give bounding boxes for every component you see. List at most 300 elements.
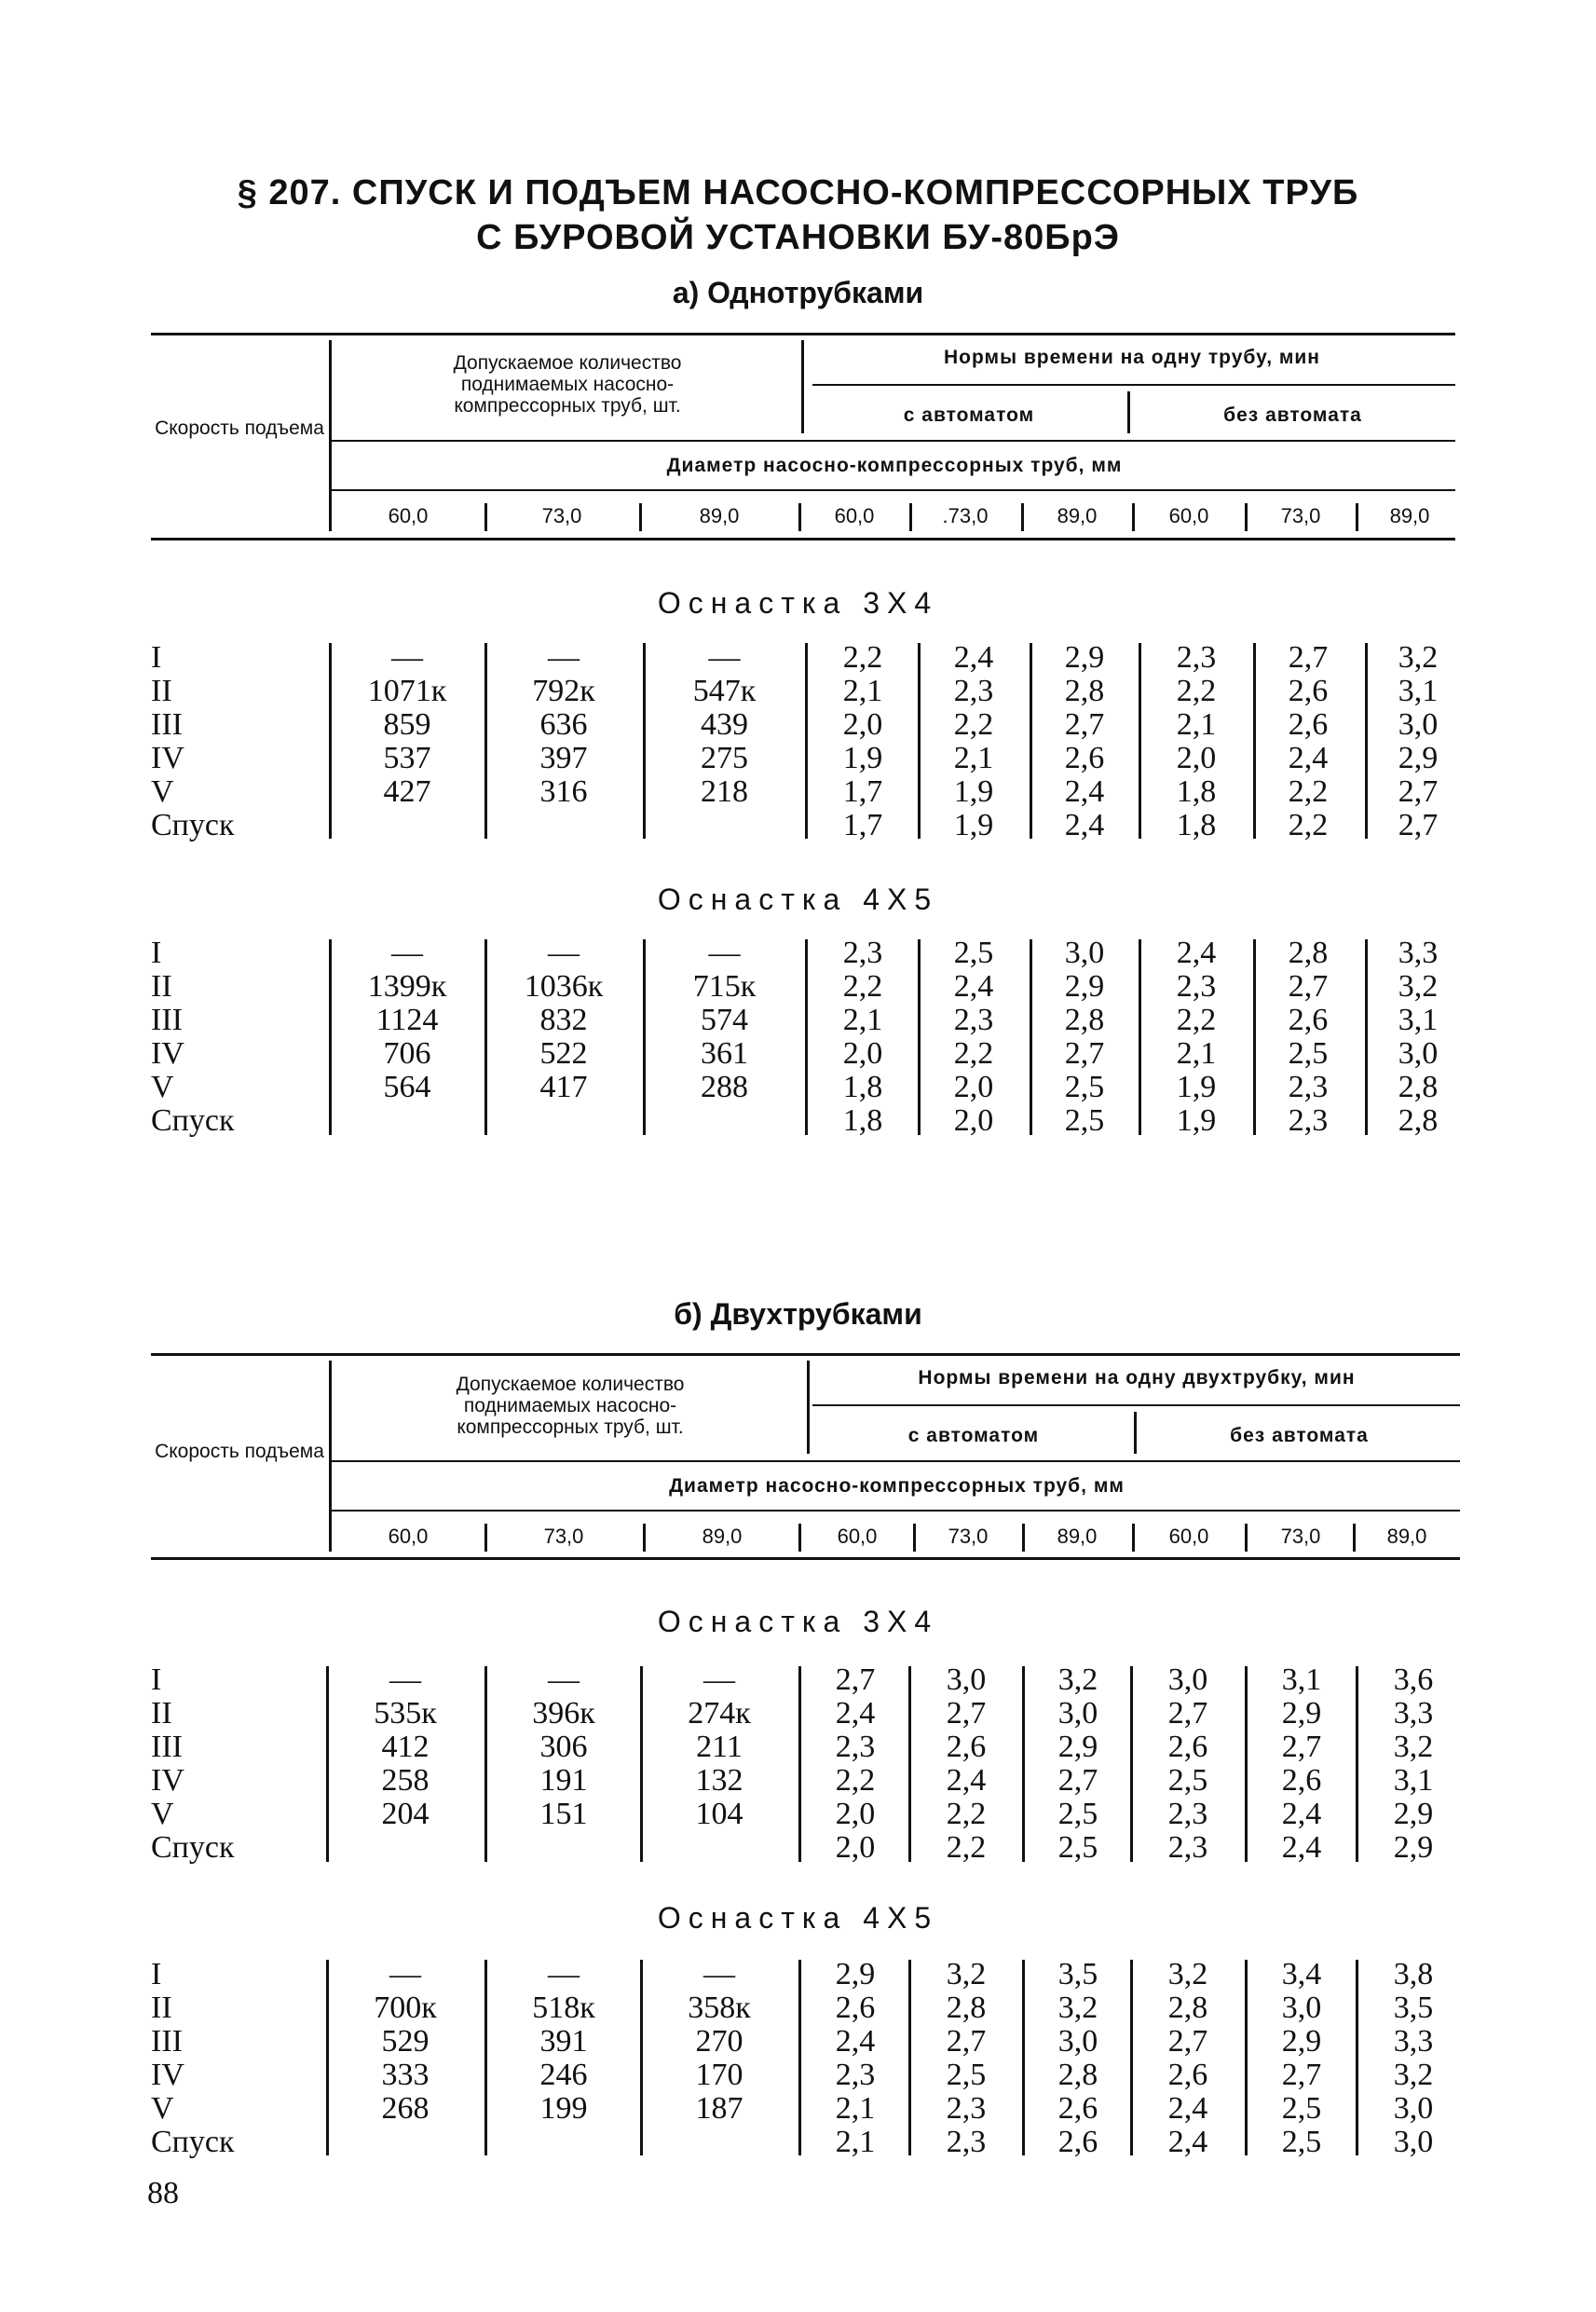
norm-cell: 2,6 (1281, 1763, 1322, 1798)
diameter-cell: 60,0 (837, 1525, 878, 1548)
page-number: 88 (147, 2176, 179, 2210)
count-cell: 306 (539, 1730, 588, 1764)
diameter-cell: 89,0 (699, 504, 740, 527)
norm-cell: 1,9 (953, 774, 994, 809)
section-title-line2: С БУРОВОЙ УСТАНОВКИ БУ-80БрЭ (476, 218, 1120, 257)
count-cell: 547к (692, 674, 757, 708)
row-label: Спуск (151, 1830, 235, 1865)
count-column (494, 937, 634, 1138)
norm-cell: 2,7 (946, 1696, 987, 1731)
norm-column (1139, 1663, 1236, 1865)
count-cell: 204 (381, 1797, 430, 1831)
count-cell (652, 809, 797, 842)
norm-cell: 3,0 (1167, 1662, 1208, 1697)
norm-cell: 2,3 (1176, 640, 1217, 675)
norm-cell: 2,8 (1064, 1003, 1105, 1037)
norm-cell: 2,9 (1398, 741, 1439, 775)
count-cell: 1071к (367, 674, 447, 708)
speed-column (151, 1663, 319, 1865)
norm-cell: 2,8 (1398, 1070, 1439, 1104)
norm-cell: 2,5 (1167, 1763, 1208, 1798)
norm-column (1030, 1958, 1126, 2159)
count-cell: 859 (383, 707, 431, 742)
norm-cell: 3,4 (1281, 1957, 1322, 1991)
norm-cell: 3,2 (1393, 1730, 1434, 1764)
norm-cell: 2,8 (1167, 1991, 1208, 2025)
count-cell (649, 1831, 789, 1865)
count-cell: 211 (696, 1730, 743, 1764)
norm-cell: 2,1 (835, 2125, 876, 2159)
norm-cell: 2,6 (1057, 2091, 1098, 2126)
diameter-cell: 89,0 (1389, 504, 1430, 527)
diameter-cell: 73,0 (543, 1525, 584, 1548)
with-auto-header: с автоматом (903, 404, 1035, 426)
norm-cell: 2,2 (842, 640, 883, 675)
allowed-header-l3: компрессорных труб, шт. (454, 395, 681, 417)
norm-column (807, 1958, 904, 2159)
allowed-header-l1: Допускаемое количество (453, 352, 682, 374)
count-cell: — (391, 640, 423, 675)
norm-cell: 2,7 (1398, 808, 1439, 842)
norm-cell: 3,5 (1393, 1991, 1434, 2025)
count-cell: 218 (701, 774, 748, 809)
diameter-cell: 60,0 (388, 1525, 429, 1548)
speed-column (151, 937, 319, 1138)
norm-cell: 3,2 (1057, 1662, 1098, 1697)
count-cell: 518к (532, 1991, 595, 2025)
count-column (649, 1663, 789, 1865)
norm-cell: 1,7 (842, 808, 883, 842)
norm-cell: 1,9 (953, 808, 994, 842)
diameter-cell: 73,0 (948, 1525, 989, 1548)
norm-cell: 2,1 (1176, 707, 1217, 742)
norm-cell: 2,4 (1281, 1830, 1322, 1865)
count-column (494, 641, 634, 842)
count-cell: 187 (695, 2091, 743, 2126)
count-cell: — (548, 1662, 580, 1697)
row-label: II (151, 1696, 172, 1731)
norm-cell: 3,0 (1281, 1991, 1322, 2025)
norm-column (1036, 937, 1133, 1138)
count-cell: 636 (539, 707, 588, 742)
norm-cell: 3,2 (1057, 1991, 1098, 2025)
norm-cell: 2,0 (1176, 741, 1217, 775)
norm-cell: 2,8 (1064, 674, 1105, 708)
norm-cell: 2,0 (835, 1830, 876, 1865)
count-cell: 537 (383, 741, 431, 775)
norm-cell: 3,2 (1398, 969, 1439, 1004)
norm-cell: 2,2 (953, 707, 994, 742)
norm-cell: 2,0 (953, 1103, 994, 1138)
rig-label: Оснастка 4Х5 (657, 882, 939, 916)
count-cell: 151 (539, 1797, 588, 1831)
count-cell: 439 (701, 707, 748, 742)
count-cell (337, 1104, 477, 1138)
norm-cell: 2,6 (946, 1730, 987, 1764)
norm-cell: 2,9 (835, 1957, 876, 1991)
norm-cell: 2,1 (1176, 1036, 1217, 1071)
row-label: V (151, 1797, 174, 1831)
diameter-cell: 73,0 (1280, 504, 1321, 527)
norm-cell: 3,1 (1398, 1003, 1439, 1037)
count-cell: 361 (701, 1036, 748, 1071)
count-cell: — (703, 1662, 735, 1697)
norm-cell: 2,4 (1167, 2125, 1208, 2159)
norm-cell: 2,2 (946, 1797, 987, 1831)
norm-cell: 3,5 (1057, 1957, 1098, 1991)
norm-column (925, 937, 1022, 1138)
norm-cell: 1,8 (1176, 808, 1217, 842)
norm-cell: 3,2 (1398, 640, 1439, 675)
row-label: III (151, 1730, 183, 1764)
rig-label: Оснастка 4Х5 (657, 1901, 939, 1935)
speed-column (151, 1958, 319, 2159)
norm-cell: 2,9 (1393, 1797, 1434, 1831)
count-cell: 417 (539, 1070, 588, 1104)
norm-cell: 2,7 (1064, 1036, 1105, 1071)
norm-cell: 2,7 (1288, 969, 1329, 1004)
norm-cell: 3,2 (1167, 1957, 1208, 1991)
norm-cell: 2,1 (953, 741, 994, 775)
diameter-header: Диаметр насосно-компрессорных труб, мм (666, 455, 1123, 476)
count-cell: 574 (701, 1003, 748, 1037)
count-cell (494, 1104, 634, 1138)
norm-cell: 2,7 (1398, 774, 1439, 809)
norm-cell: 2,0 (835, 1797, 876, 1831)
count-cell: 199 (539, 2091, 588, 2126)
norm-cell: 2,2 (1288, 808, 1329, 842)
norm-cell: 2,9 (1057, 1730, 1098, 1764)
norms-header: Нормы времени на одну трубу, мин (943, 347, 1320, 368)
count-cell: 1399к (367, 969, 447, 1004)
norm-cell: 3,3 (1393, 2024, 1434, 2059)
norm-cell: 2,2 (953, 1036, 994, 1071)
count-cell (494, 1831, 634, 1865)
table-a-subtitle: а) Однотрубками (672, 276, 924, 309)
count-cell: 288 (701, 1070, 748, 1104)
count-cell: — (548, 1957, 580, 1991)
norm-cell: 2,5 (1281, 2125, 1322, 2159)
norm-cell: 2,7 (1167, 1696, 1208, 1731)
norm-column (1260, 641, 1357, 842)
diameter-cell: 73,0 (1280, 1525, 1321, 1548)
count-cell: 792к (532, 674, 595, 708)
allowed-header-l2: поднимаемых насосно- (463, 1395, 677, 1416)
norm-cell: 3,2 (1393, 2058, 1434, 2092)
count-cell: 104 (695, 1797, 743, 1831)
count-column (494, 1663, 634, 1865)
norm-cell: 2,5 (1057, 1830, 1098, 1865)
norm-cell: 2,9 (1064, 640, 1105, 675)
row-label: V (151, 1070, 174, 1104)
norm-cell: 2,9 (1064, 969, 1105, 1004)
count-cell: 358к (688, 1991, 751, 2025)
count-cell: — (708, 640, 741, 675)
norm-cell: 2,2 (1288, 774, 1329, 809)
norm-cell: 2,8 (946, 1991, 987, 2025)
norm-cell: 2,4 (1288, 741, 1329, 775)
norm-cell: 2,6 (1167, 1730, 1208, 1764)
norm-cell: 2,0 (842, 707, 883, 742)
norm-cell: 3,0 (1064, 936, 1105, 970)
norm-cell: 2,3 (1167, 1797, 1208, 1831)
norm-column (1148, 937, 1245, 1138)
count-cell: 522 (539, 1036, 588, 1071)
norm-cell: 2,3 (1167, 1830, 1208, 1865)
norm-cell: 2,7 (1281, 1730, 1322, 1764)
row-label: Спуск (151, 1103, 235, 1138)
norm-cell: 2,2 (1176, 1003, 1217, 1037)
count-column (335, 1663, 475, 1865)
norm-cell: 2,1 (842, 674, 883, 708)
norm-cell: 3,6 (1393, 1662, 1434, 1697)
diameter-cell: 60,0 (1168, 504, 1209, 527)
norm-cell: 2,8 (1057, 2058, 1098, 2092)
allowed-header-l3: компрессорных труб, шт. (457, 1416, 684, 1438)
norm-cell: 2,0 (953, 1070, 994, 1104)
norm-cell: 2,6 (1064, 741, 1105, 775)
row-label: IV (151, 2058, 184, 2092)
count-column (337, 937, 477, 1138)
count-cell (337, 809, 477, 842)
diameter-cell: 89,0 (702, 1525, 743, 1548)
norm-cell: 1,7 (842, 774, 883, 809)
norm-column (925, 641, 1022, 842)
norm-cell: 2,5 (1057, 1797, 1098, 1831)
norm-column (1253, 1663, 1350, 1865)
norm-cell: 3,8 (1393, 1957, 1434, 1991)
norm-cell: 2,7 (1281, 2058, 1322, 2092)
norm-cell: 2,4 (1064, 774, 1105, 809)
norm-cell: 2,0 (842, 1036, 883, 1071)
count-cell: 316 (539, 774, 588, 809)
row-label: II (151, 674, 172, 708)
allowed-header-l1: Допускаемое количество (456, 1374, 685, 1395)
without-auto-header: без автомата (1223, 404, 1362, 426)
norm-cell: 3,1 (1281, 1662, 1322, 1697)
norm-cell: 2,3 (835, 1730, 876, 1764)
row-label: IV (151, 741, 184, 775)
count-cell: 1124 (375, 1003, 439, 1037)
speed-header: Скорость подъема (155, 1441, 324, 1462)
count-column (335, 1958, 475, 2159)
norm-column (1030, 1663, 1126, 1865)
count-column (337, 641, 477, 842)
norm-cell: 2,4 (835, 2024, 876, 2059)
norm-cell: 3,0 (1398, 1036, 1439, 1071)
norm-cell: 3,3 (1398, 936, 1439, 970)
norm-cell: 2,4 (946, 1763, 987, 1798)
norm-cell: 2,8 (1398, 1103, 1439, 1138)
speed-header: Скорость подъема (155, 417, 324, 439)
table-b-subtitle: б) Двухтрубками (674, 1297, 922, 1331)
norm-cell: 2,2 (835, 1763, 876, 1798)
norm-cell: 2,6 (1167, 2058, 1208, 2092)
row-label: III (151, 2024, 183, 2059)
with-auto-header: с автоматом (907, 1425, 1040, 1446)
norm-column (814, 641, 911, 842)
count-cell (649, 2126, 789, 2159)
norm-cell: 2,1 (835, 2091, 876, 2126)
count-cell: 258 (381, 1763, 430, 1798)
count-cell: 270 (695, 2024, 743, 2059)
norm-column (814, 937, 911, 1138)
norm-cell: 3,1 (1393, 1763, 1434, 1798)
norm-cell: 2,5 (1281, 2091, 1322, 2126)
count-cell: 170 (695, 2058, 743, 2092)
count-cell: 1036к (524, 969, 604, 1004)
count-cell: 412 (381, 1730, 430, 1764)
norm-column (1260, 937, 1357, 1138)
norm-cell: 2,3 (953, 674, 994, 708)
norms-header: Нормы времени на одну двухтрубку, мин (918, 1367, 1356, 1389)
norm-cell: 2,4 (1281, 1797, 1322, 1831)
row-label: IV (151, 1763, 184, 1798)
norm-cell: 3,1 (1398, 674, 1439, 708)
count-cell: 706 (383, 1036, 431, 1071)
row-label: Спуск (151, 2125, 235, 2159)
norm-cell: 2,3 (842, 936, 883, 970)
row-label: I (151, 1957, 162, 1991)
norm-cell: 2,6 (1288, 707, 1329, 742)
norm-cell: 2,6 (835, 1991, 876, 2025)
norm-column (1365, 1958, 1462, 2159)
norm-cell: 3,0 (1057, 2024, 1098, 2059)
norm-cell: 2,4 (1167, 2091, 1208, 2126)
row-label: II (151, 1991, 172, 2025)
count-cell (652, 1104, 797, 1138)
norm-cell: 2,6 (1057, 2125, 1098, 2159)
diameter-header: Диаметр насосно-компрессорных труб, мм (669, 1475, 1125, 1497)
count-cell: 191 (539, 1763, 588, 1798)
norm-cell: 2,5 (1064, 1103, 1105, 1138)
norm-column (918, 1663, 1015, 1865)
count-cell: 832 (539, 1003, 588, 1037)
norm-cell: 3,0 (946, 1662, 987, 1697)
norm-cell: 1,9 (1176, 1070, 1217, 1104)
norm-cell: 2,3 (1288, 1070, 1329, 1104)
norm-cell: 2,3 (1176, 969, 1217, 1004)
row-label: IV (151, 1036, 184, 1071)
norm-cell: 2,2 (1176, 674, 1217, 708)
norm-cell: 2,4 (835, 1696, 876, 1731)
count-cell: — (703, 1957, 735, 1991)
norm-cell: 2,7 (1057, 1763, 1098, 1798)
diameter-cell: 89,0 (1386, 1525, 1427, 1548)
norm-cell: 2,7 (835, 1662, 876, 1697)
norm-cell: 2,2 (842, 969, 883, 1004)
norm-cell: 3,0 (1057, 1696, 1098, 1731)
norm-cell: 2,5 (953, 936, 994, 970)
norm-cell: 2,4 (1176, 936, 1217, 970)
count-cell: — (548, 936, 580, 970)
count-cell: — (389, 1957, 421, 1991)
count-cell (335, 1831, 475, 1865)
diameter-cell: .73,0 (942, 504, 989, 527)
norm-column (1036, 641, 1133, 842)
diameter-cell: 73,0 (541, 504, 582, 527)
count-column (652, 937, 797, 1138)
count-cell: 391 (539, 2024, 588, 2059)
count-cell: 396к (532, 1696, 595, 1731)
norm-cell: 2,6 (1288, 674, 1329, 708)
diameter-cell: 60,0 (834, 504, 875, 527)
norm-cell: 2,3 (953, 1003, 994, 1037)
count-cell (494, 2126, 634, 2159)
row-label: III (151, 707, 183, 742)
row-label: II (151, 969, 172, 1004)
norm-cell: 2,3 (946, 2091, 987, 2126)
norm-cell: 2,4 (953, 640, 994, 675)
count-cell: 246 (539, 2058, 588, 2092)
count-cell: — (391, 936, 423, 970)
count-cell: 564 (383, 1070, 431, 1104)
norm-column (1370, 937, 1466, 1138)
count-column (649, 1958, 789, 2159)
section-title-line1: § 207. СПУСК И ПОДЪЕМ НАСОСНО-КОМПРЕССОРНЫХ ТРУБ (237, 173, 1359, 212)
row-label: I (151, 936, 162, 970)
norm-cell: 3,0 (1393, 2091, 1434, 2126)
count-cell: 700к (374, 1991, 437, 2025)
norm-cell: 1,8 (1176, 774, 1217, 809)
norm-column (1148, 641, 1245, 842)
count-cell: 427 (383, 774, 431, 809)
norm-cell: 2,7 (1064, 707, 1105, 742)
diameter-cell: 89,0 (1057, 504, 1098, 527)
norm-cell: 2,9 (1281, 1696, 1322, 1731)
norm-cell: 3,3 (1393, 1696, 1434, 1731)
count-cell: — (708, 936, 741, 970)
row-label: I (151, 640, 162, 675)
rig-label: Оснастка 3Х4 (657, 586, 939, 620)
norm-cell: 2,7 (1288, 640, 1329, 675)
norm-cell: 2,7 (946, 2024, 987, 2059)
rig-label: Оснастка 3Х4 (657, 1605, 939, 1638)
count-cell: 268 (381, 2091, 430, 2126)
count-cell: — (389, 1662, 421, 1697)
norm-cell: 2,9 (1281, 2024, 1322, 2059)
count-column (494, 1958, 634, 2159)
count-cell: 275 (701, 741, 748, 775)
count-cell: 529 (381, 2024, 430, 2059)
norm-cell: 2,5 (946, 2058, 987, 2092)
diameter-cell: 60,0 (1168, 1525, 1209, 1548)
norm-column (918, 1958, 1015, 2159)
norm-cell: 2,1 (842, 1003, 883, 1037)
norm-cell: 2,3 (946, 2125, 987, 2159)
norm-cell: 2,5 (1288, 1036, 1329, 1071)
without-auto-header: без автомата (1230, 1425, 1369, 1446)
norm-cell: 3,2 (946, 1957, 987, 1991)
row-label: Спуск (151, 808, 235, 842)
norm-column (1365, 1663, 1462, 1865)
allowed-header-l2: поднимаемых насосно- (460, 374, 675, 395)
count-cell: 535к (374, 1696, 437, 1731)
norm-cell: 3,0 (1398, 707, 1439, 742)
count-cell: — (548, 640, 580, 675)
count-cell: 397 (539, 741, 588, 775)
norm-cell: 2,9 (1393, 1830, 1434, 1865)
norm-cell: 2,3 (1288, 1103, 1329, 1138)
row-label: V (151, 774, 174, 809)
count-column (652, 641, 797, 842)
row-label: V (151, 2091, 174, 2126)
count-cell (335, 2126, 475, 2159)
count-cell: 274к (688, 1696, 751, 1731)
norm-cell: 2,4 (953, 969, 994, 1004)
count-cell: 333 (381, 2058, 430, 2092)
norm-cell: 2,6 (1288, 1003, 1329, 1037)
